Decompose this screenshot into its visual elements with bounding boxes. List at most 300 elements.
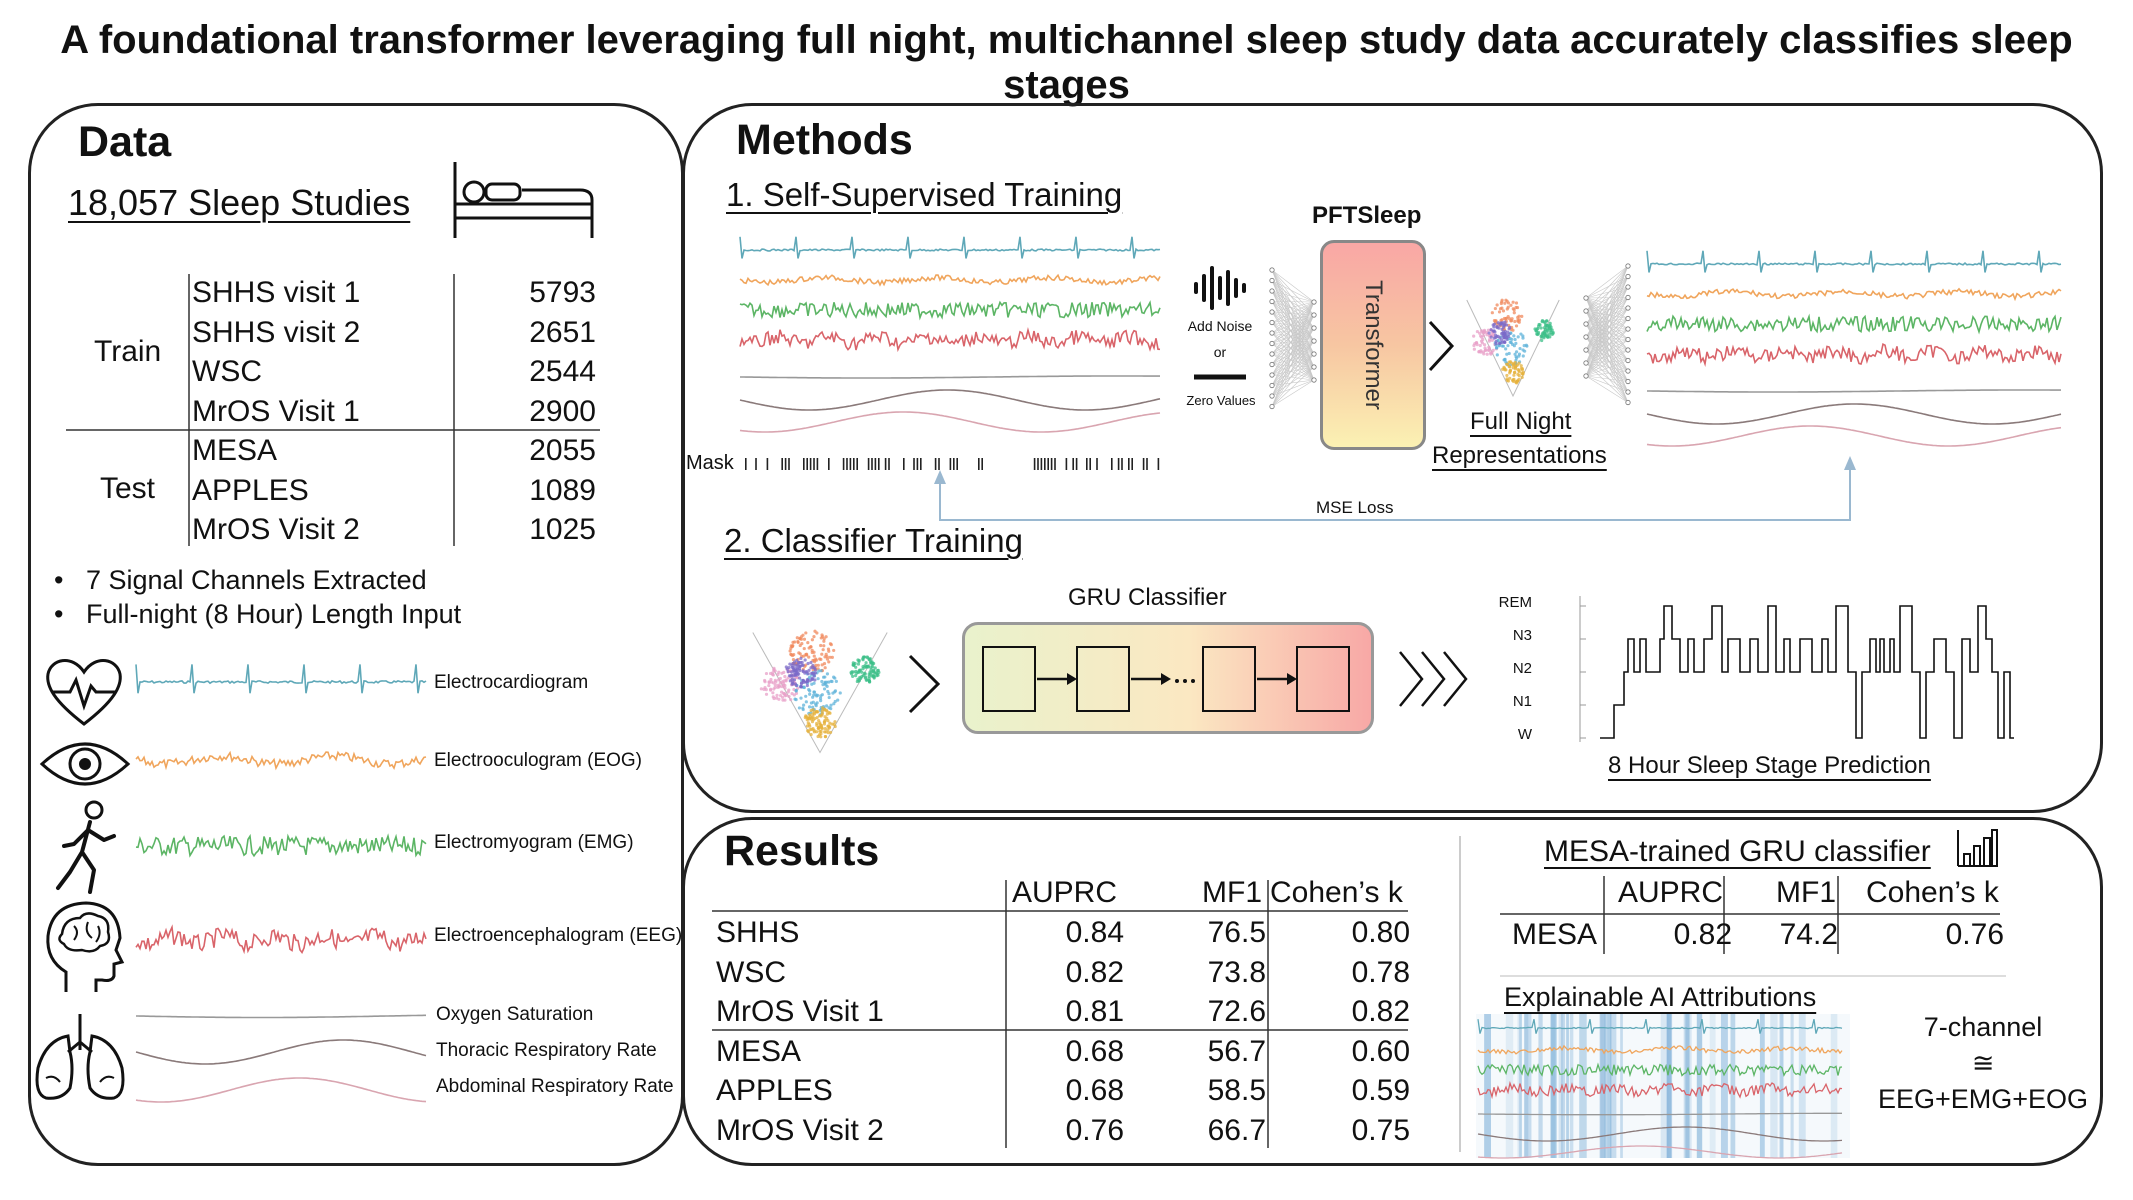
mask-bar: [920, 458, 922, 470]
cluster-point: [799, 697, 802, 700]
cluster-point: [795, 684, 798, 687]
cluster-point: [815, 710, 818, 713]
cluster-point: [813, 717, 816, 720]
zero-values-label: Zero Values: [1186, 393, 1256, 408]
cluster-point: [823, 662, 826, 665]
cluster-point: [819, 735, 822, 738]
cluster-point: [814, 702, 817, 705]
cluster-point: [812, 690, 815, 693]
or-label: or: [1213, 344, 1227, 360]
cluster-point: [799, 652, 802, 655]
transformer-label: Transformer: [1360, 280, 1387, 410]
signal-wave: [740, 376, 1160, 378]
results-row-auprc: 0.76: [1065, 1113, 1124, 1147]
nn-node: [1270, 394, 1274, 398]
hypnogram: [1580, 596, 2010, 744]
cluster-point: [812, 635, 815, 638]
bullet-1: • 7 Signal Channels Extracted: [54, 565, 427, 595]
cluster-point: [810, 733, 813, 736]
nn-node: [1270, 373, 1274, 377]
cluster-point: [1518, 347, 1521, 350]
cluster-point: [832, 649, 835, 652]
step1-label: 1. Self-Supervised Training: [726, 176, 1123, 213]
dataset-name: SHHS visit 2: [192, 315, 361, 349]
dataset-count: 2651: [529, 315, 596, 349]
mask-bar: [853, 458, 855, 470]
mesa-col-mf1: MF1: [1776, 876, 1836, 909]
cluster-point: [833, 723, 836, 726]
cluster-point: [1515, 380, 1518, 383]
channel-label: Oxygen Saturation: [436, 1004, 594, 1025]
cluster-point: [819, 669, 822, 672]
channel-wave: [136, 664, 426, 693]
cluster-point: [822, 644, 825, 647]
mask-bar: [917, 458, 919, 470]
cluster-point: [822, 640, 825, 643]
cluster-point: [798, 669, 801, 672]
cluster-point: [785, 694, 788, 697]
cluster-point: [767, 684, 770, 687]
results-row-auprc: 0.68: [1065, 1034, 1124, 1068]
cluster-point: [786, 667, 789, 670]
dataset-name: MrOS Visit 1: [192, 394, 360, 428]
cluster-point: [800, 638, 803, 641]
cluster-point: [1493, 330, 1496, 333]
nn-node: [1626, 358, 1630, 362]
cluster-point: [827, 731, 830, 734]
train-label: Train: [94, 335, 162, 368]
cluster-point: [1502, 309, 1505, 312]
cluster-point: [813, 674, 816, 677]
cluster-point: [794, 669, 797, 672]
output-signals: [1645, 246, 2065, 446]
cluster-point: [1543, 330, 1546, 333]
results-row-auprc: 0.84: [1065, 916, 1124, 949]
cluster-point: [772, 695, 775, 698]
bar-chart-icon: [1956, 828, 2000, 868]
channel-label: Electrooculogram (EOG): [434, 750, 643, 771]
cluster-point: [791, 681, 794, 684]
cluster-point: [1504, 330, 1507, 333]
channel-label: Electroencephalogram (EEG): [434, 925, 683, 946]
channel-wave: [136, 927, 426, 952]
input-signals: [738, 232, 1163, 432]
walking-person-icon: [52, 800, 122, 895]
nn-node: [1270, 362, 1274, 366]
mask-bar: [903, 458, 905, 470]
cluster-point: [804, 658, 807, 661]
results-divider: [1458, 836, 1462, 1152]
col-kappa: Cohen’s k: [1270, 876, 1403, 909]
nn-node: [1312, 326, 1316, 330]
cluster-point: [765, 672, 768, 675]
data-heading: Data: [78, 118, 172, 166]
cluster-point: [796, 673, 799, 676]
results-row-name: MrOS Visit 2: [716, 1113, 884, 1147]
cluster-point: [1498, 342, 1501, 345]
mse-loss-arrow: [930, 456, 1860, 526]
cluster-point: [1500, 332, 1503, 335]
cluster-point: [779, 681, 782, 684]
cluster-point: [815, 730, 818, 733]
cluster-point: [1489, 351, 1492, 354]
cluster-point: [1515, 301, 1518, 304]
cluster-point: [808, 717, 811, 720]
cluster-point: [1501, 368, 1504, 371]
cluster-point: [808, 693, 811, 696]
cluster-point: [825, 717, 828, 720]
mask-bar: [875, 458, 877, 470]
cluster-point: [787, 690, 790, 693]
mask-bar: [806, 458, 808, 470]
cluster-point: [1495, 342, 1498, 345]
cluster-point: [829, 704, 832, 707]
channel-label: Thoracic Respiratory Rate: [436, 1040, 657, 1061]
nn-node: [1626, 264, 1630, 268]
cluster-point: [1509, 369, 1512, 372]
cluster-point: [1516, 363, 1519, 366]
cluster-point: [1495, 335, 1498, 338]
cluster-point: [858, 659, 861, 662]
cluster-point: [819, 658, 822, 661]
cluster-point: [1502, 326, 1505, 329]
cluster-point: [826, 685, 829, 688]
mask-bar: [856, 458, 858, 470]
channel-label: Abdominal Respiratory Rate: [436, 1076, 674, 1097]
nn-node: [1626, 306, 1630, 310]
cluster-point: [834, 689, 837, 692]
results-row-mf1: 66.7: [1207, 1113, 1266, 1147]
mesa-col-auprc: AUPRC: [1618, 876, 1724, 909]
cluster-point: [1518, 370, 1521, 373]
mask-bar: [803, 458, 805, 470]
mask-bar: [745, 458, 747, 470]
cluster-point: [1495, 346, 1498, 349]
cluster-point: [823, 720, 826, 723]
cluster-point: [810, 672, 813, 675]
cluster-point: [771, 673, 774, 676]
cluster-point: [835, 680, 838, 683]
cluster-point: [859, 677, 862, 680]
cluster-point: [765, 693, 768, 696]
xai-attribution-band: [1661, 1014, 1669, 1158]
stage-label: W: [1517, 726, 1532, 743]
results-row-name: SHHS: [716, 916, 800, 949]
cluster-point: [1505, 338, 1508, 341]
cluster-point: [809, 661, 812, 664]
cluster-point: [821, 706, 824, 709]
signal-wave: [740, 412, 1160, 432]
cluster-point: [1551, 328, 1554, 331]
cluster-point: [819, 699, 822, 702]
cluster-point: [813, 630, 816, 633]
cluster-point: [831, 692, 834, 695]
cluster-point: [811, 712, 814, 715]
nn-node: [1270, 310, 1274, 314]
nn-node: [1312, 365, 1316, 369]
cluster-point: [1515, 324, 1518, 327]
bullet-2: • Full-night (8 Hour) Length Input: [54, 599, 462, 629]
cluster-point: [798, 676, 801, 679]
nn-node: [1270, 331, 1274, 335]
cluster-point: [821, 727, 824, 730]
cluster-point: [817, 664, 820, 667]
cluster-point: [1505, 377, 1508, 380]
cluster-point: [1522, 371, 1525, 374]
cluster-point: [1515, 350, 1518, 353]
cluster-point: [1535, 330, 1538, 333]
lungs-icon: [32, 1012, 128, 1102]
cluster-point: [813, 654, 816, 657]
cluster-point: [828, 725, 831, 728]
cluster-point: [777, 671, 780, 674]
cluster-point: [1541, 319, 1544, 322]
nn-node: [1584, 348, 1588, 352]
cluster-point: [839, 691, 842, 694]
cluster-point: [857, 662, 860, 665]
cluster-point: [773, 686, 776, 689]
nn-node: [1626, 379, 1630, 383]
cluster-point: [813, 678, 816, 681]
cluster-point: [795, 659, 798, 662]
mse-loss-label: MSE Loss: [1316, 498, 1394, 517]
cluster-point: [789, 698, 792, 701]
signal-wave: [1647, 289, 2061, 299]
channel-wave: [136, 1040, 426, 1064]
cluster-point: [828, 722, 831, 725]
cluster-point: [803, 647, 806, 650]
cluster-point: [1513, 320, 1516, 323]
results-row-name: MrOS Visit 1: [716, 995, 884, 1028]
signal-wave: [740, 302, 1160, 317]
nn-node: [1270, 320, 1274, 324]
dataset-count: 2055: [529, 434, 596, 467]
cluster-point: [1476, 330, 1479, 333]
cluster-point: [877, 671, 880, 674]
representations-label: Representations: [1432, 442, 1607, 469]
xai-line2: ≅: [1971, 1048, 1995, 1078]
noise-wave-icon: [1192, 266, 1248, 310]
cluster-point: [799, 685, 802, 688]
cluster-point: [1494, 307, 1497, 310]
eye-icon: [40, 738, 130, 790]
nn-node: [1584, 335, 1588, 339]
xai-attribution-band: [1538, 1014, 1542, 1158]
sleep-studies-label: 18,057 Sleep Studies: [68, 182, 411, 223]
cluster-point: [827, 650, 830, 653]
cluster-point: [1540, 326, 1543, 329]
cluster-point: [1521, 376, 1524, 379]
cluster-point: [797, 664, 800, 667]
cluster-point: [825, 710, 828, 713]
cluster-point: [1508, 365, 1511, 368]
cluster-point: [852, 663, 855, 666]
signal-wave: [1647, 404, 2061, 424]
col-auprc: AUPRC: [1012, 876, 1118, 909]
xai-attribution-band: [1831, 1014, 1838, 1158]
cluster-point: [872, 675, 875, 678]
cluster-point: [1509, 304, 1512, 307]
results-row-kappa: 0.80: [1351, 916, 1410, 949]
cluster-point: [874, 666, 877, 669]
nn-node: [1584, 361, 1588, 365]
cluster-point: [768, 681, 771, 684]
cluster-point: [1482, 352, 1485, 355]
signal-wave: [1647, 344, 2061, 364]
xai-line1: 7-channel: [1923, 1012, 2043, 1042]
channel-label: Electrocardiogram: [434, 672, 589, 693]
results-row-kappa: 0.82: [1351, 995, 1410, 1028]
test-label: Test: [100, 472, 156, 505]
cluster-point: [1504, 347, 1507, 350]
results-heading: Results: [724, 827, 880, 875]
xai-attribution-band: [1791, 1014, 1794, 1158]
signal-wave: [1647, 316, 2061, 331]
cluster-point: [800, 681, 803, 684]
cluster-point: [825, 635, 828, 638]
results-row-mf1: 58.5: [1207, 1074, 1266, 1107]
cluster-point: [815, 659, 818, 662]
nn-node: [1626, 316, 1630, 320]
cluster-point: [808, 705, 811, 708]
cluster-point: [807, 656, 810, 659]
cluster-point: [1492, 323, 1495, 326]
cluster-point: [868, 680, 871, 683]
cluster-point: [782, 682, 785, 685]
cluster-point: [832, 676, 835, 679]
nn-node: [1626, 327, 1630, 331]
cluster-point: [814, 668, 817, 671]
cluster-point: [808, 725, 811, 728]
cluster-point: [1552, 332, 1555, 335]
cluster-point: [823, 675, 826, 678]
cluster-point: [834, 700, 837, 703]
cluster-point: [795, 698, 798, 701]
cluster-point: [1498, 310, 1501, 313]
cluster-point: [792, 653, 795, 656]
cluster-point: [804, 653, 807, 656]
cluster-point: [1545, 319, 1548, 322]
cluster-point: [781, 699, 784, 702]
cluster-point: [804, 695, 807, 698]
cluster-point: [818, 730, 821, 733]
cluster-point: [783, 686, 786, 689]
cluster-point: [821, 693, 824, 696]
cluster-point: [828, 696, 831, 699]
mask-bar: [846, 458, 848, 470]
cluster-point: [827, 706, 830, 709]
cluster-point: [823, 730, 826, 733]
cluster-point: [808, 646, 811, 649]
cluster-point: [1475, 341, 1478, 344]
signal-wave: [1647, 426, 2061, 446]
xai-attribution-band: [1799, 1014, 1806, 1158]
nn-node: [1270, 278, 1274, 282]
cluster-point: [1496, 303, 1499, 306]
cluster-point: [820, 633, 823, 636]
xai-attribution-band: [1525, 1014, 1529, 1158]
cluster-point: [829, 680, 832, 683]
cluster-point: [804, 670, 807, 673]
cluster-point: [826, 672, 829, 675]
nn-node: [1584, 322, 1588, 326]
cluster-point: [1512, 301, 1515, 304]
nn-node: [1626, 369, 1630, 373]
cluster-point: [781, 696, 784, 699]
cluster-point: [864, 661, 867, 664]
xai-attribution-plot: [1476, 1014, 1850, 1158]
stage-label: N2: [1512, 660, 1532, 677]
cluster-point: [817, 726, 820, 729]
mask-bar: [781, 458, 783, 470]
nn-node: [1584, 296, 1588, 300]
cluster-point: [1491, 311, 1494, 314]
stage-label: N3: [1512, 627, 1532, 644]
mask-bar: [843, 458, 845, 470]
cluster-point: [801, 669, 804, 672]
signal-wave: [1647, 390, 2061, 392]
cluster-point: [811, 720, 814, 723]
cluster-point: [1487, 329, 1490, 332]
cluster-point: [1525, 344, 1528, 347]
gru-cells: [965, 625, 1371, 731]
mask-bar: [788, 458, 790, 470]
mask-bar: [913, 458, 915, 470]
cluster-point: [774, 679, 777, 682]
mesa-row-name: MESA: [1512, 918, 1598, 951]
nn-node: [1626, 400, 1630, 404]
stage-label: REM: [1498, 594, 1532, 611]
cluster-point: [1538, 323, 1541, 326]
cluster-point: [1514, 342, 1517, 345]
cluster-point: [1488, 347, 1491, 350]
results-row-kappa: 0.75: [1351, 1113, 1410, 1147]
nn-node: [1312, 339, 1316, 343]
cluster-point: [806, 678, 809, 681]
mesa-row-mf1: 74.2: [1779, 918, 1838, 951]
transformer-block: [1320, 240, 1426, 450]
signal-wave: [740, 390, 1160, 410]
cluster-point: [864, 672, 867, 675]
mask-bar: [871, 458, 873, 470]
mask-bar: [767, 458, 769, 470]
zero-line-icon: [1192, 374, 1248, 380]
cluster-point: [870, 660, 873, 663]
cluster-point: [799, 661, 802, 664]
cluster-point: [1506, 307, 1509, 310]
results-row-kappa: 0.59: [1351, 1074, 1410, 1107]
cluster-point: [802, 704, 805, 707]
results-row-mf1: 56.7: [1207, 1034, 1266, 1068]
dataset-name: APPLES: [192, 473, 309, 507]
cluster-point: [1505, 323, 1508, 326]
nn-node: [1270, 352, 1274, 356]
cluster-point: [867, 665, 870, 668]
cluster-point: [1520, 315, 1523, 318]
xai-attribution-band: [1551, 1014, 1557, 1158]
cluster-point: [798, 706, 801, 709]
cluster-point: [1518, 318, 1521, 321]
cluster-point: [1505, 374, 1508, 377]
channel-wave: [136, 1015, 426, 1017]
cluster-point: [812, 651, 815, 654]
channel-wave: [136, 836, 426, 856]
results-row-mf1: 76.5: [1207, 916, 1266, 949]
representation-cluster: [1458, 282, 1568, 402]
signal-wave: [1647, 251, 2061, 273]
xai-attribution-band: [1684, 1014, 1692, 1158]
prediction-label: 8 Hour Sleep Stage Prediction: [1608, 752, 1931, 779]
